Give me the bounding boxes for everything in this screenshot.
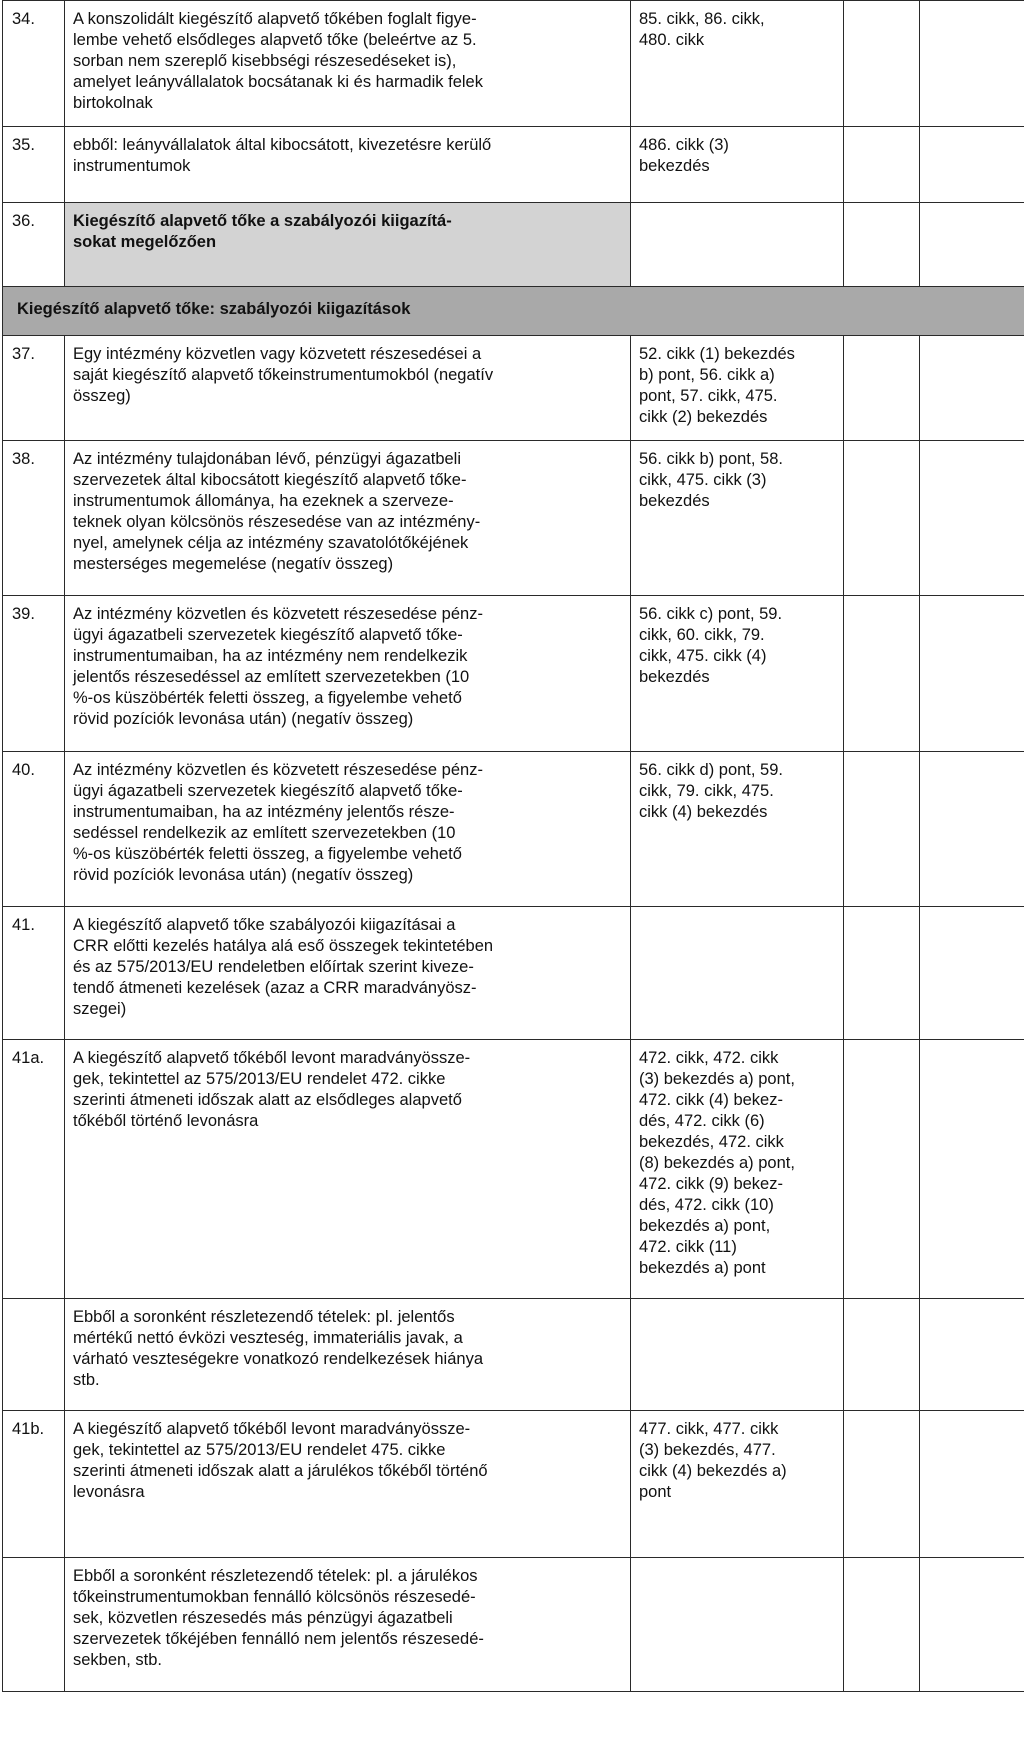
- row-number: [3, 1299, 65, 1411]
- legal-reference: 486. cikk (3) bekezdés: [631, 127, 844, 203]
- empty-cell: [920, 336, 1024, 441]
- row-label: A konszolidált kiegészítő alapvető tőkében foglalt figye- lembe vehető elsődleges alapvető tőke (beleértve az 5. sorban nem szereplő kisebbségi részesedéseket is), amelyet leányvállalatok bocsátanak ki és harmadik felek birtokolnak: [65, 1, 631, 127]
- row-label: Ebből a soronként részletezendő tételek: pl. jelentős mértékű nettó évközi veszteség, immateriális javak, a várható veszteségekre vonatkozó rendelkezések hiánya stb.: [65, 1299, 631, 1411]
- table-row: [3, 907, 1024, 1040]
- legal-reference: 56. cikk c) pont, 59. cikk, 60. cikk, 79. cikk, 475. cikk (4) bekezdés: [631, 596, 844, 752]
- row-number: 41a.: [3, 1040, 65, 1299]
- legal-reference: [631, 1558, 844, 1692]
- row-number: [3, 1558, 65, 1692]
- table-row: [3, 1040, 1024, 1299]
- empty-cell: [920, 596, 1024, 752]
- empty-cell: [844, 203, 920, 287]
- legal-reference: [631, 907, 844, 1040]
- row-number: 41.: [3, 907, 65, 1040]
- empty-cell: [844, 1411, 920, 1558]
- row-label: ebből: leányvállalatok által kibocsátott, kivezetésre kerülő instrumentumok: [65, 127, 631, 203]
- empty-cell: [844, 1558, 920, 1692]
- legal-reference: [631, 1299, 844, 1411]
- row-number: 34.: [3, 1, 65, 127]
- row-label: A kiegészítő alapvető tőkéből levont maradványössze- gek, tekintettel az 575/2013/EU rendelet 472. cikke szerinti átmeneti időszak alatt az elsődleges alapvető tőkéből történő levonásra: [65, 1040, 631, 1299]
- row-number: 41b.: [3, 1411, 65, 1558]
- row-label: A kiegészítő alapvető tőke szabályozói kiigazításai a CRR előtti kezelés hatálya alá eső összegek tekintetében és az 575/2013/EU rendeletben előírtak szerint kiveze- tendő átmeneti kezelések (azaz a CRR maradványösz- szegei): [65, 907, 631, 1040]
- empty-cell: [844, 596, 920, 752]
- empty-cell: [920, 441, 1024, 596]
- row-number: 36.: [3, 203, 65, 287]
- empty-cell: [844, 441, 920, 596]
- legal-reference: [631, 203, 844, 287]
- row-label: A kiegészítő alapvető tőkéből levont maradványössze- gek, tekintettel az 575/2013/EU rendelet 475. cikke szerinti átmeneti időszak alatt a járulékos tőkéből történő levonásra: [65, 1411, 631, 1558]
- empty-cell: [920, 752, 1024, 907]
- row-label-highlighted: Kiegészítő alapvető tőke a szabályozói kiigazítá- sokat megelőzően: [65, 203, 631, 287]
- regulatory-capital-table: [2, 0, 1024, 1692]
- legal-reference: 477. cikk, 477. cikk (3) bekezdés, 477. cikk (4) bekezdés a) pont: [631, 1411, 844, 1558]
- empty-cell: [844, 752, 920, 907]
- table-row: [3, 752, 1024, 907]
- legal-reference: 52. cikk (1) bekezdés b) pont, 56. cikk a) pont, 57. cikk, 475. cikk (2) bekezdés: [631, 336, 844, 441]
- row-number: 38.: [3, 441, 65, 596]
- table-row: [3, 203, 1024, 287]
- row-number: 39.: [3, 596, 65, 752]
- table-row: [3, 1, 1024, 127]
- section-header: Kiegészítő alapvető tőke: szabályozói kiigazítások: [3, 287, 1024, 336]
- empty-cell: [920, 127, 1024, 203]
- table-row: [3, 127, 1024, 203]
- empty-cell: [920, 1299, 1024, 1411]
- table-row: [3, 441, 1024, 596]
- empty-cell: [920, 907, 1024, 1040]
- row-label: Az intézmény közvetlen és közvetett részesedése pénz- ügyi ágazatbeli szervezetek kiegészítő alapvető tőke- instrumentumaiban, ha az intézmény nem rendelkezik jelentős részesedéssel az említett szervezetekben (10 %-os küszöbérték feletti összeg, a figyelembe vehető rövid pozíciók levonása után) (negatív összeg): [65, 596, 631, 752]
- table-row: [3, 1558, 1024, 1692]
- empty-cell: [920, 203, 1024, 287]
- empty-cell: [844, 336, 920, 441]
- row-label: Egy intézmény közvetlen vagy közvetett részesedései a saját kiegészítő alapvető tőkeinstrumentumokból (negatív összeg): [65, 336, 631, 441]
- empty-cell: [844, 127, 920, 203]
- row-number: 37.: [3, 336, 65, 441]
- table-row: [3, 596, 1024, 752]
- empty-cell: [844, 1040, 920, 1299]
- row-label: Az intézmény tulajdonában lévő, pénzügyi ágazatbeli szervezetek által kibocsátott kiegészítő alapvető tőke- instrumentumok állománya, ha ezeknek a szerveze- teknek olyan kölcsönös részesedése van az intézmény- nyel, amelynek célja az intézmény szavatolótőkéjének mesterséges megemelése (negatív összeg): [65, 441, 631, 596]
- empty-cell: [920, 1, 1024, 127]
- empty-cell: [844, 1, 920, 127]
- empty-cell: [920, 1558, 1024, 1692]
- row-number: 40.: [3, 752, 65, 907]
- table-row: [3, 1299, 1024, 1411]
- section-header-row: [3, 287, 1024, 336]
- table-row: [3, 1411, 1024, 1558]
- legal-reference: 472. cikk, 472. cikk (3) bekezdés a) pont, 472. cikk (4) bekez- dés, 472. cikk (6) bekezdés, 472. cikk (8) bekezdés a) pont, 472. cikk (9) bekez- dés, 472. cikk (10) bekezdés a) pont, 472. cikk (11) bekezdés a) pont: [631, 1040, 844, 1299]
- row-number: 35.: [3, 127, 65, 203]
- empty-cell: [844, 1299, 920, 1411]
- legal-reference: 56. cikk b) pont, 58. cikk, 475. cikk (3) bekezdés: [631, 441, 844, 596]
- empty-cell: [920, 1040, 1024, 1299]
- row-label: Az intézmény közvetlen és közvetett részesedése pénz- ügyi ágazatbeli szervezetek kiegészítő alapvető tőke- instrumentumaiban, ha az intézmény jelentős része- sedéssel rendelkezik az említett szervezetekben (10 %-os küszöbérték feletti összeg, a figyelembe vehető rövid pozíciók levonása után) (negatív összeg): [65, 752, 631, 907]
- legal-reference: 56. cikk d) pont, 59. cikk, 79. cikk, 475. cikk (4) bekezdés: [631, 752, 844, 907]
- empty-cell: [920, 1411, 1024, 1558]
- table-row: [3, 336, 1024, 441]
- row-label: Ebből a soronként részletezendő tételek: pl. a járulékos tőkeinstrumentumokban fennálló kölcsönös részesedé- sek, közvetlen részesedés más pénzügyi ágazatbeli szervezetek tőkéjében fennálló nem jelentős részesedé- sekben, stb.: [65, 1558, 631, 1692]
- empty-cell: [844, 907, 920, 1040]
- legal-reference: 85. cikk, 86. cikk, 480. cikk: [631, 1, 844, 127]
